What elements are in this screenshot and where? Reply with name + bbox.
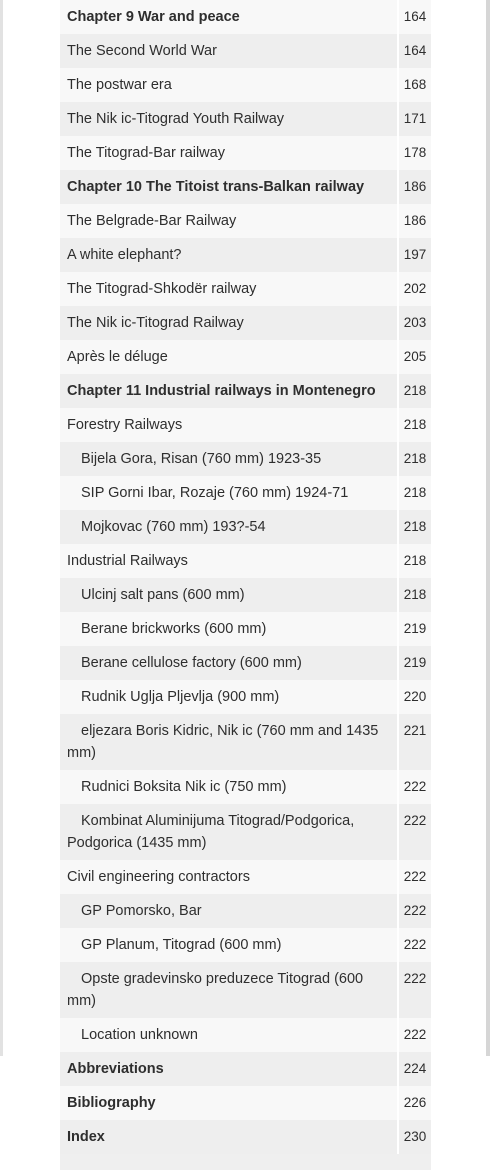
toc-page-number: 222 [397, 928, 431, 962]
toc-page-number: 205 [397, 340, 431, 374]
toc-page-number: 171 [397, 102, 431, 136]
scrollbar-edge[interactable] [486, 0, 490, 1056]
toc-bottom-padding [60, 1154, 431, 1170]
toc-row[interactable] [60, 34, 431, 68]
toc-entry-title[interactable]: Index [60, 1120, 397, 1154]
toc-page-number: 222 [397, 1018, 431, 1052]
toc-row[interactable] [60, 714, 431, 770]
toc-page-number: 168 [397, 68, 431, 102]
toc-row[interactable] [60, 68, 431, 102]
toc-page-number: 230 [397, 1120, 431, 1154]
left-edge [0, 0, 3, 1056]
toc-entry-title[interactable]: Civil engineering contractors [60, 860, 397, 894]
toc-row[interactable] [60, 612, 431, 646]
toc-row[interactable] [60, 272, 431, 306]
toc-page-number: 202 [397, 272, 431, 306]
toc-row[interactable] [60, 860, 431, 894]
toc-chapter-row[interactable] [60, 374, 431, 408]
toc-row[interactable] [60, 442, 431, 476]
toc-page-number: 218 [397, 442, 431, 476]
toc-entry-title[interactable]: Après le déluge [60, 340, 397, 374]
toc-page-number: 218 [397, 544, 431, 578]
toc-page-number: 219 [397, 612, 431, 646]
toc-entry-title[interactable]: Mojkovac (760 mm) 193?-54 [60, 510, 397, 544]
toc-entry-title[interactable]: The Titograd-Shkodër railway [60, 272, 397, 306]
toc-row[interactable] [60, 646, 431, 680]
toc-entry-title[interactable]: Abbreviations [60, 1052, 397, 1086]
toc-row[interactable] [60, 894, 431, 928]
toc-chapter-row[interactable] [60, 1120, 431, 1154]
toc-row[interactable] [60, 408, 431, 442]
toc-page-number: 222 [397, 894, 431, 928]
toc-page-number: 218 [397, 578, 431, 612]
toc-page-number: 203 [397, 306, 431, 340]
toc-entry-title[interactable]: Opste gradevinsko preduzece Titograd (600 mm) [60, 962, 397, 1018]
toc-row[interactable] [60, 680, 431, 714]
toc-page-number: 222 [397, 770, 431, 804]
toc-page-number: 224 [397, 1052, 431, 1086]
toc-row[interactable] [60, 510, 431, 544]
toc-page-number: 164 [397, 34, 431, 68]
toc-entry-title[interactable]: The Second World War [60, 34, 397, 68]
toc-page-number: 218 [397, 408, 431, 442]
toc-page-number: 222 [397, 860, 431, 894]
toc-entry-title[interactable]: GP Pomorsko, Bar [60, 894, 397, 928]
toc-entry-title[interactable]: Bijela Gora, Risan (760 mm) 1923-35 [60, 442, 397, 476]
toc-entry-title[interactable]: Chapter 11 Industrial railways in Montenegro [60, 374, 397, 408]
toc-entry-title[interactable]: eljezara Boris Kidric, Nik ic (760 mm and 1435 mm) [60, 714, 397, 770]
toc-row[interactable] [60, 578, 431, 612]
toc-row[interactable] [60, 102, 431, 136]
toc-entry-title[interactable]: Bibliography [60, 1086, 397, 1120]
toc-row[interactable] [60, 804, 431, 860]
toc-entry-title[interactable]: Berane brickworks (600 mm) [60, 612, 397, 646]
toc-page-number: 222 [397, 962, 431, 1018]
toc-chapter-row[interactable] [60, 170, 431, 204]
toc-page-number: 186 [397, 170, 431, 204]
toc-page-number: 218 [397, 476, 431, 510]
toc-page-number: 218 [397, 510, 431, 544]
toc-page-number: 186 [397, 204, 431, 238]
toc-page-number: 218 [397, 374, 431, 408]
toc-page-number: 220 [397, 680, 431, 714]
toc-entry-title[interactable]: Chapter 9 War and peace [60, 0, 397, 34]
toc-body [60, 0, 431, 1154]
toc-entry-title[interactable]: Kombinat Aluminijuma Titograd/Podgorica, Podgorica (1435 mm) [60, 804, 397, 860]
toc-row[interactable] [60, 306, 431, 340]
toc-entry-title[interactable]: SIP Gorni Ibar, Rozaje (760 mm) 1924-71 [60, 476, 397, 510]
toc-row[interactable] [60, 238, 431, 272]
toc-row[interactable] [60, 770, 431, 804]
toc-row[interactable] [60, 1018, 431, 1052]
table-of-contents [60, 0, 431, 1170]
toc-row[interactable] [60, 928, 431, 962]
toc-table [60, 0, 431, 1154]
toc-page-number: 164 [397, 0, 431, 34]
toc-page-number: 222 [397, 804, 431, 860]
toc-row[interactable] [60, 340, 431, 374]
toc-row[interactable] [60, 476, 431, 510]
toc-entry-title[interactable]: Ulcinj salt pans (600 mm) [60, 578, 397, 612]
toc-entry-title[interactable]: Forestry Railways [60, 408, 397, 442]
toc-entry-title[interactable]: The postwar era [60, 68, 397, 102]
toc-entry-title[interactable]: Berane cellulose factory (600 mm) [60, 646, 397, 680]
toc-row[interactable] [60, 962, 431, 1018]
toc-row[interactable] [60, 204, 431, 238]
toc-entry-title[interactable]: A white elephant? [60, 238, 397, 272]
toc-entry-title[interactable]: The Titograd-Bar railway [60, 136, 397, 170]
toc-page-number: 219 [397, 646, 431, 680]
toc-page-number: 221 [397, 714, 431, 770]
toc-chapter-row[interactable] [60, 1086, 431, 1120]
toc-chapter-row[interactable] [60, 1052, 431, 1086]
toc-entry-title[interactable]: Location unknown [60, 1018, 397, 1052]
toc-entry-title[interactable]: Industrial Railways [60, 544, 397, 578]
toc-row[interactable] [60, 136, 431, 170]
toc-entry-title[interactable]: GP Planum, Titograd (600 mm) [60, 928, 397, 962]
toc-row[interactable] [60, 544, 431, 578]
toc-entry-title[interactable]: The Nik ic-Titograd Youth Railway [60, 102, 397, 136]
toc-entry-title[interactable]: The Belgrade-Bar Railway [60, 204, 397, 238]
toc-chapter-row[interactable] [60, 0, 431, 34]
toc-page-number: 226 [397, 1086, 431, 1120]
toc-page-number: 197 [397, 238, 431, 272]
toc-entry-title[interactable]: Rudnici Boksita Nik ic (750 mm) [60, 770, 397, 804]
toc-entry-title[interactable]: The Nik ic-Titograd Railway [60, 306, 397, 340]
toc-page-number: 178 [397, 136, 431, 170]
toc-entry-title[interactable]: Rudnik Uglja Pljevlja (900 mm) [60, 680, 397, 714]
toc-entry-title[interactable]: Chapter 10 The Titoist trans-Balkan railway [60, 170, 397, 204]
